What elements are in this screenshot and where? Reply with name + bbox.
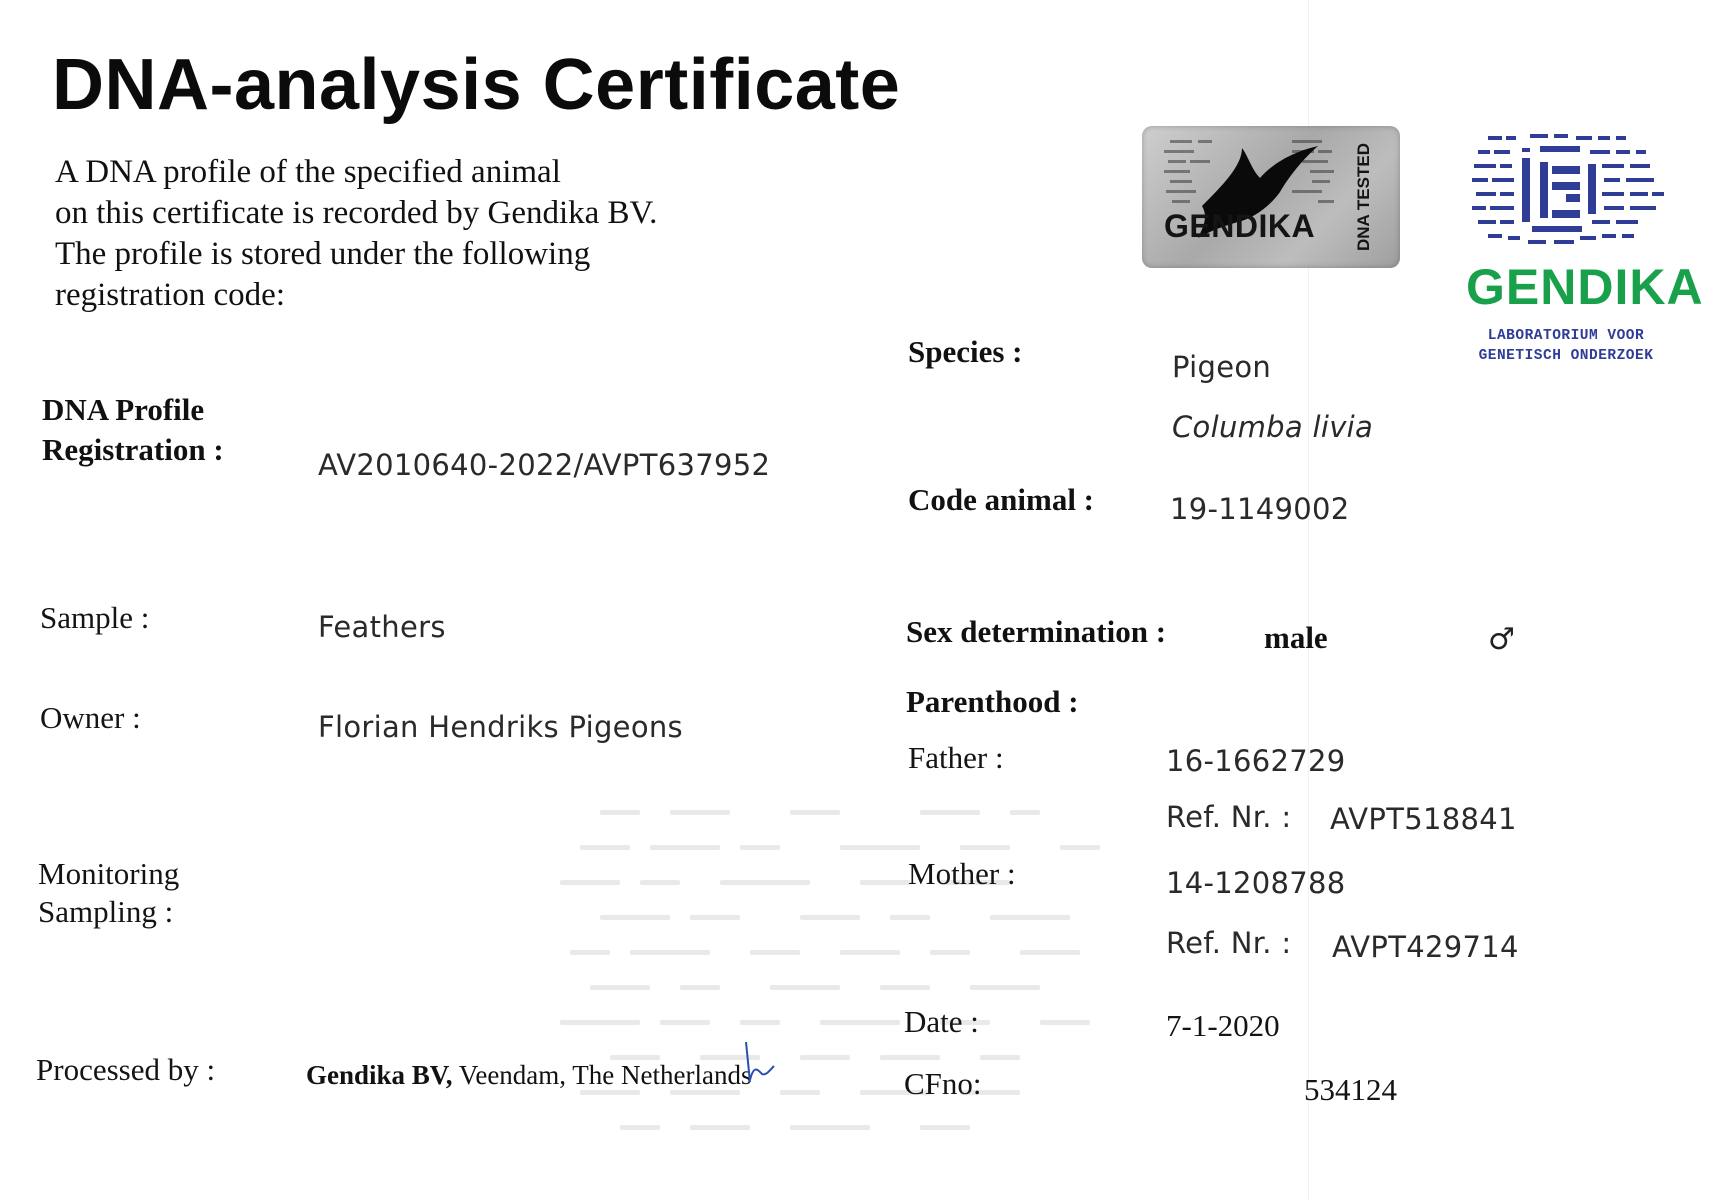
date-value: 7-1-2020 xyxy=(1166,1008,1280,1043)
sample-value: Feathers xyxy=(318,610,446,644)
certificate-title: DNA-analysis Certificate xyxy=(52,45,901,125)
dna-profile-label: DNA Profile xyxy=(42,392,205,427)
gendika-logo-subtitle xyxy=(1456,326,1676,366)
seal-brand-text: GENDIKA xyxy=(1164,208,1316,244)
processed-company: Gendika BV, xyxy=(306,1060,453,1090)
cfno-value: 534124 xyxy=(1304,1072,1397,1107)
intro-paragraph xyxy=(55,152,775,316)
processed-by-label: Processed by : xyxy=(36,1052,216,1087)
logo-subtitle-line: GENETISCH ONDERZOEK xyxy=(1478,348,1654,364)
processed-place: Veendam, The Netherlands xyxy=(452,1060,752,1090)
male-symbol-icon: ♂ xyxy=(1488,622,1515,657)
monitoring-label: Monitoring xyxy=(38,856,180,891)
sample-label: Sample : xyxy=(40,600,150,635)
processed-by-value xyxy=(306,1060,751,1091)
father-ref-value: AVPT518841 xyxy=(1330,802,1517,836)
mother-ref-label: Ref. Nr. : xyxy=(1166,926,1292,960)
seal-dna-tested-text: DNA TESTED xyxy=(1354,143,1373,251)
mother-value: 14-1208788 xyxy=(1166,866,1346,900)
mother-ref-value: AVPT429714 xyxy=(1332,930,1519,964)
gendika-logo-icon xyxy=(1470,132,1670,248)
sex-value: male xyxy=(1264,620,1328,655)
species-label: Species : xyxy=(908,334,1023,369)
sex-determination-label: Sex determination : xyxy=(906,614,1167,649)
logo-subtitle-line: LABORATORIUM VOOR xyxy=(1487,328,1645,344)
signature-mark xyxy=(738,1040,778,1090)
father-ref-label: Ref. Nr. : xyxy=(1166,800,1292,834)
species-common-value: Pigeon xyxy=(1172,350,1272,384)
owner-value: Florian Hendriks Pigeons xyxy=(318,710,683,744)
father-value: 16-1662729 xyxy=(1166,744,1346,778)
date-label: Date : xyxy=(904,1004,979,1039)
sampling-label: Sampling : xyxy=(38,894,174,929)
gendika-logo-text: GENDIKA xyxy=(1466,259,1704,315)
background-watermark xyxy=(540,800,1160,1180)
intro-line: The profile is stored under the following xyxy=(55,236,591,272)
registration-value: AV2010640-2022/AVPT637952 xyxy=(318,448,771,482)
species-latin-value: Columba livia xyxy=(1172,410,1374,444)
intro-line: registration code: xyxy=(55,277,286,313)
registration-label: Registration : xyxy=(42,432,224,467)
parenthood-label: Parenthood : xyxy=(906,684,1079,719)
intro-line: A DNA profile of the specified animal xyxy=(55,154,561,190)
owner-label: Owner : xyxy=(40,700,141,735)
father-label: Father : xyxy=(908,740,1004,775)
code-animal-value: 19-1149002 xyxy=(1170,492,1350,526)
cfno-label: CFno: xyxy=(904,1066,982,1101)
dna-tested-seal xyxy=(1142,126,1400,268)
code-animal-label: Code animal : xyxy=(908,482,1094,517)
intro-line: on this certificate is recorded by Gendika BV. xyxy=(55,195,658,231)
mother-label: Mother : xyxy=(908,856,1016,891)
